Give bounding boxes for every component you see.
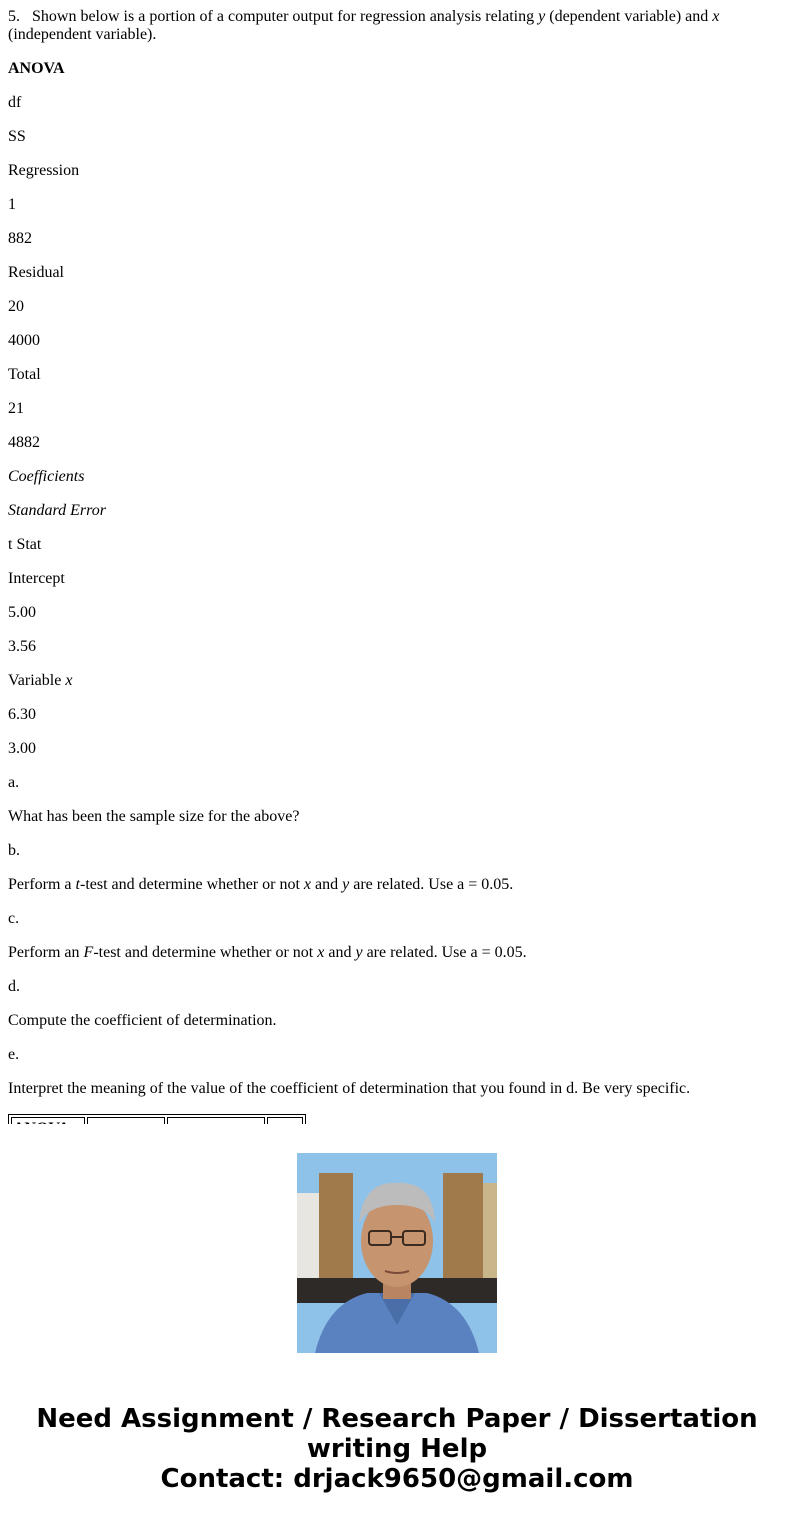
part-letter: d. (8, 978, 20, 995)
part-text-seg: and (311, 876, 343, 893)
part-text: What has been the sample size for the above? (8, 808, 300, 825)
part-text-seg: -test and determine whether or not (93, 944, 318, 961)
part-text-seg: and (324, 944, 356, 961)
part-text-ital: F (83, 944, 94, 961)
coef-col-coefficients: Coefficients (8, 468, 85, 485)
var-y: y (342, 876, 350, 893)
anova-row-df: 1 (8, 196, 16, 213)
coef-row-coef: 5.00 (8, 604, 36, 621)
anova-title: ANOVA (8, 60, 65, 77)
intro-text-c: (independent variable). (8, 26, 157, 43)
part-text-ital: t (75, 876, 80, 893)
part-letter: b. (8, 842, 20, 859)
anova-row-label: Regression (8, 162, 80, 179)
part-text: Interpret the meaning of the value of the coefficient of determination that you found in d. Be very specific. (8, 1080, 691, 1097)
promo-banner (0, 1124, 794, 1523)
anova-row-label: Total (8, 366, 41, 383)
promo-contact: Contact: drjack9650@gmail.com (160, 1464, 634, 1494)
part-letter: a. (8, 774, 20, 791)
anova-table-fragment (8, 1114, 316, 1124)
anova-row-df: 21 (8, 400, 24, 417)
coef-row-coef: 6.30 (8, 706, 36, 723)
part-text (8, 876, 778, 894)
question-intro (8, 8, 778, 44)
part-text-seg: Perform a (8, 876, 76, 893)
anova-row-ss: 882 (8, 230, 32, 247)
coef-col-t-stat: t Stat (8, 536, 42, 553)
coef-row-label-var: x (65, 672, 73, 689)
coef-row-se: 3.56 (8, 638, 36, 655)
part-text: Compute the coefficient of determination. (8, 1012, 277, 1029)
part-text-seg: are related. Use a = 0.05. (349, 876, 514, 893)
var-x: x (712, 8, 720, 25)
var-x: x (317, 944, 325, 961)
var-y: y (355, 944, 363, 961)
promo-line: Need Assignment / Research Paper / Dissertation (36, 1404, 758, 1434)
coef-col-std-error: Standard Error (8, 502, 106, 519)
question-number: 5. (8, 8, 20, 25)
anova-row-ss: 4882 (8, 434, 40, 451)
question-content (8, 8, 778, 1114)
part-text (8, 944, 778, 962)
intro-text-b: (dependent variable) and (545, 8, 713, 25)
promo-text (0, 1404, 794, 1494)
var-x: x (303, 876, 312, 893)
part-letter: c. (8, 910, 20, 927)
var-y: y (538, 8, 546, 25)
part-text-seg: are related. Use a = 0.05. (362, 944, 527, 961)
coef-row-label (8, 672, 778, 690)
part-letter: e. (8, 1046, 20, 1063)
avatar (297, 1153, 497, 1353)
anova-row-label: Residual (8, 264, 64, 281)
part-text-seg: -test and determine whether or not (79, 876, 304, 893)
coef-row-se: 3.00 (8, 740, 36, 757)
anova-col-ss: SS (8, 128, 26, 145)
coef-row-label-text: Variable (8, 672, 66, 689)
anova-col-df: df (8, 94, 22, 111)
intro-text-a: Shown below is a portion of a computer output for regression analysis relating (32, 8, 539, 25)
promo-line: writing Help (306, 1434, 488, 1464)
part-text-seg: Perform an (8, 944, 84, 961)
anova-row-df: 20 (8, 298, 24, 315)
portrait-photo (297, 1153, 497, 1353)
coef-row-label: Intercept (8, 570, 65, 587)
anova-row-ss: 4000 (8, 332, 40, 349)
